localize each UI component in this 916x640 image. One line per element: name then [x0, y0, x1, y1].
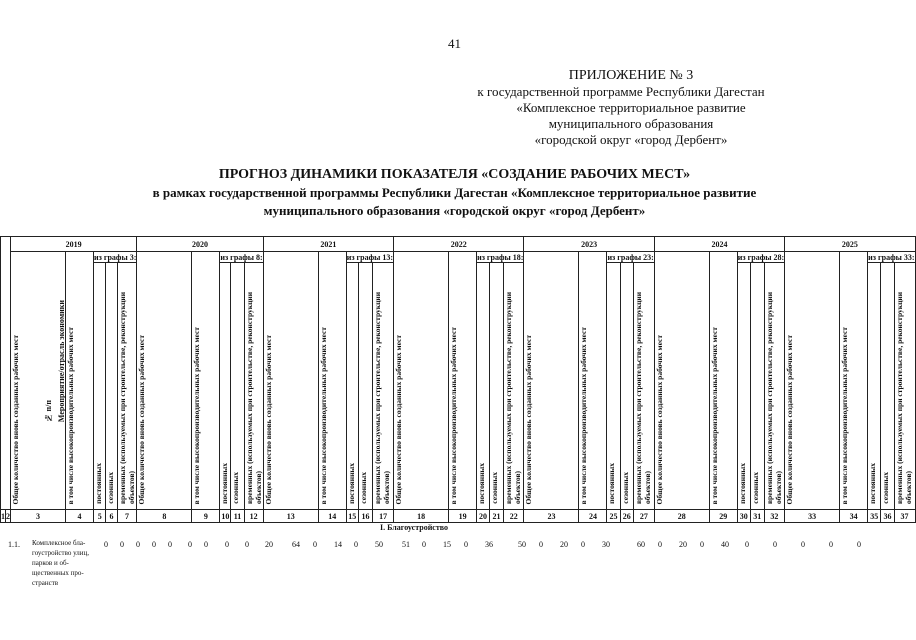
- column-header-text: Общее количество вновь созданных рабочих мест: [524, 334, 534, 504]
- column-number: 26: [620, 510, 633, 523]
- row-number: 1.1.: [8, 540, 20, 549]
- column-number: 23: [524, 510, 579, 523]
- column-header-high: [318, 252, 346, 510]
- section-title: I. Благоустройство: [380, 523, 449, 532]
- row-value: 14: [334, 540, 342, 549]
- column-number: 29: [709, 510, 737, 523]
- year-header: 2024: [654, 237, 784, 252]
- column-header-text: временных (используемых при строительстве, реконструкции объектов): [764, 291, 783, 504]
- column-header-seas: [358, 263, 372, 510]
- iz-grafy-header: из графы 8:: [220, 252, 263, 262]
- column-header-text: Общее количество вновь созданных рабочих мест: [11, 334, 20, 504]
- row-value: 15: [443, 540, 451, 549]
- first-column-header-name: Мероприятие/отрасль экономики: [57, 300, 66, 423]
- column-header-text: временных (используемых при строительстве, реконструкции объектов): [894, 291, 913, 504]
- first-column-header-no: № п/п: [44, 399, 53, 423]
- column-header-perm: [94, 263, 106, 510]
- column-header-text: в том числе высокопроизводительных рабочих мест: [579, 326, 589, 504]
- column-number: 25: [607, 510, 620, 523]
- row-value: 20: [265, 540, 273, 549]
- column-number: 33: [785, 510, 840, 523]
- column-number: 36: [881, 510, 894, 523]
- row-value: 0: [168, 540, 172, 549]
- column-header-seas: [231, 263, 244, 510]
- column-number: 35: [868, 510, 881, 523]
- column-header-text: постоянных: [868, 463, 878, 504]
- column-header-high: [840, 252, 868, 510]
- column-number: 7: [117, 510, 137, 523]
- column-number: 8: [137, 510, 192, 523]
- row-value: 36: [485, 540, 493, 549]
- column-number: 16: [358, 510, 372, 523]
- column-number: 15: [346, 510, 358, 523]
- column-header-perm: [607, 263, 620, 510]
- column-number: 28: [654, 510, 709, 523]
- row-value: 50: [518, 540, 526, 549]
- row-value: 0: [136, 540, 140, 549]
- row-value: 0: [581, 540, 585, 549]
- column-header-perm: [220, 263, 231, 510]
- column-header-total: [524, 252, 579, 510]
- row-value: 0: [245, 540, 249, 549]
- column-header-text: сезонных: [358, 472, 368, 504]
- column-header-text: Общее количество вновь созданных рабочих мест: [394, 334, 404, 504]
- column-header-temp: [503, 263, 523, 510]
- column-number: 11: [231, 510, 244, 523]
- iz-grafy-header: из графы 28:: [737, 252, 785, 262]
- column-header-text: временных (используемых при строительстве, реконструкции объектов): [244, 291, 263, 504]
- appendix-line-4: «городской округ «город Дербент»: [534, 132, 728, 147]
- row-value: 51: [402, 540, 410, 549]
- column-header-seas: [489, 263, 503, 510]
- year-header: 2023: [524, 237, 654, 252]
- column-header-total: [785, 252, 840, 510]
- row-value: 40: [721, 540, 729, 549]
- column-header-text: в том числе высокопроизводительных рабочих мест: [66, 326, 75, 504]
- appendix-title: ПРИЛОЖЕНИЕ № 3: [568, 68, 694, 83]
- column-header-text: постоянных: [737, 463, 747, 504]
- appendix-line-1: к государственной программе Республики Дагестан: [477, 84, 765, 99]
- column-header-text: сезонных: [881, 472, 891, 504]
- column-header-total: [394, 252, 449, 510]
- appendix-line-2: «Комплексное территориальное развитие: [516, 100, 746, 115]
- column-header-text: временных (используемых при строительстве, реконструкции объектов): [503, 291, 522, 504]
- page-number: 41: [448, 36, 461, 51]
- first-header-cell: [1, 237, 11, 510]
- appendix-line-3: муниципального образования: [548, 116, 714, 131]
- row-value: 0: [857, 540, 861, 549]
- year-header: 2025: [785, 237, 915, 252]
- row-value: 0: [464, 540, 468, 549]
- column-number: 12: [244, 510, 263, 523]
- column-header-text: сезонных: [489, 472, 499, 504]
- iz-grafy-header: из графы 13:: [346, 252, 394, 262]
- document-subtitle-2: муниципального образования «городской округ «город Дербент»: [263, 203, 646, 218]
- iz-grafy-header: из графы 3:: [94, 252, 137, 262]
- column-header-text: временных (используемых при строительстве, реконструкции объектов): [373, 291, 392, 504]
- row-value: 0: [745, 540, 749, 549]
- column-header-text: постоянных: [220, 463, 230, 504]
- column-header-text: Общее количество вновь созданных рабочих мест: [263, 334, 273, 504]
- year-header: 2022: [394, 237, 524, 252]
- column-header-text: в том числе высокопроизводительных рабочих мест: [709, 326, 719, 504]
- column-header-text: в том числе высокопроизводительных рабочих мест: [449, 326, 459, 504]
- column-number: 30: [737, 510, 750, 523]
- row-value: 0: [658, 540, 662, 549]
- row-value: 0: [225, 540, 229, 549]
- year-header: 2020: [137, 237, 263, 252]
- appendix-block: [477, 68, 781, 148]
- column-header-temp: [244, 263, 263, 510]
- column-number: 13: [263, 510, 318, 523]
- column-header-total: [263, 252, 318, 510]
- column-header-text: временных (используемых при строительстве, реконструкции объектов): [117, 291, 136, 504]
- column-number: 3: [11, 510, 66, 523]
- row-value: 0: [120, 540, 124, 549]
- column-header-text: сезонных: [620, 472, 630, 504]
- column-header-text: Общее количество вновь созданных рабочих мест: [137, 334, 147, 504]
- column-header-text: в том числе высокопроизводительных рабочих мест: [318, 326, 328, 504]
- column-header-perm: [346, 263, 358, 510]
- row-value: 64: [292, 540, 300, 549]
- row-value: 0: [773, 540, 777, 549]
- row-value: 0: [801, 540, 805, 549]
- row-value: 0: [104, 540, 108, 549]
- row-value: 0: [188, 540, 192, 549]
- column-number: 32: [764, 510, 784, 523]
- column-header-text: сезонных: [106, 472, 116, 504]
- column-number: 4: [66, 510, 94, 523]
- column-header-text: в том числе высокопроизводительных рабочих мест: [192, 326, 202, 504]
- row-value: 0: [700, 540, 704, 549]
- iz-grafy-header: из графы 18:: [477, 252, 524, 262]
- column-header-total: [137, 252, 192, 510]
- row-value: 0: [422, 540, 426, 549]
- first-column-header: [44, 300, 84, 440]
- row-value: 0: [539, 540, 543, 549]
- row-value: 0: [204, 540, 208, 549]
- row-value: 60: [637, 540, 645, 549]
- row-value: 0: [829, 540, 833, 549]
- column-header-text: в том числе высокопроизводительных рабочих мест: [840, 326, 850, 504]
- column-number: 27: [633, 510, 654, 523]
- column-number: 9: [192, 510, 220, 523]
- column-number: 2: [6, 511, 10, 521]
- column-number: 20: [477, 510, 490, 523]
- document-subtitle-1: в рамках государственной программы Республики Дагестан «Комплексное территориальное развитие: [152, 185, 757, 200]
- column-header-temp: [894, 263, 915, 510]
- column-header-text: постоянных: [346, 463, 356, 504]
- column-number: 19: [449, 510, 477, 523]
- column-header-perm: [868, 263, 881, 510]
- column-number: 5: [94, 510, 106, 523]
- column-header-high: [192, 252, 220, 510]
- row-value: 20: [679, 540, 687, 549]
- column-header-text: постоянных: [94, 463, 103, 504]
- column-number: 34: [840, 510, 868, 523]
- column-number: 24: [579, 510, 607, 523]
- forecast-table: [0, 236, 916, 523]
- column-header-total: [654, 252, 709, 510]
- column-number: 31: [750, 510, 764, 523]
- document-title: ПРОГНОЗ ДИНАМИКИ ПОКАЗАТЕЛЯ «СОЗДАНИЕ РАБОЧИХ МЕСТ»: [218, 167, 691, 182]
- column-header-text: Общее количество вновь созданных рабочих мест: [785, 334, 795, 504]
- year-header: 2021: [263, 237, 393, 252]
- column-header-seas: [106, 263, 117, 510]
- column-number: 6: [106, 510, 117, 523]
- row-value: 0: [313, 540, 317, 549]
- column-header-text: сезонных: [750, 472, 760, 504]
- column-number: 10: [221, 511, 230, 521]
- column-header-seas: [881, 263, 894, 510]
- row-value: 30: [602, 540, 610, 549]
- column-header-temp: [117, 263, 137, 510]
- column-header-perm: [737, 263, 750, 510]
- iz-grafy-header: из графы 33:: [868, 252, 915, 262]
- column-header-high: [449, 252, 477, 510]
- column-number: 14: [318, 510, 346, 523]
- column-header-text: постоянных: [607, 463, 617, 504]
- column-header-temp: [373, 263, 394, 510]
- column-number: 21: [489, 510, 503, 523]
- column-header-seas: [750, 263, 764, 510]
- column-header-high: [579, 252, 607, 510]
- column-header-perm: [477, 263, 490, 510]
- row-name: Комплексное бла-гоустройство улиц, парков и об-щественных про-странств: [32, 539, 90, 587]
- column-number: 18: [394, 510, 449, 523]
- row-value: 0: [152, 540, 156, 549]
- column-header-text: сезонных: [231, 472, 241, 504]
- year-header: 2019: [11, 237, 137, 252]
- column-header-text: Общее количество вновь созданных рабочих мест: [654, 334, 664, 504]
- column-number: 1: [1, 511, 5, 521]
- iz-grafy-header: из графы 23:: [607, 252, 654, 262]
- column-number: 17: [373, 510, 394, 523]
- column-header-seas: [620, 263, 633, 510]
- row-value: 20: [560, 540, 568, 549]
- column-header-text: временных (используемых при строительстве, реконструкции объектов): [633, 291, 652, 504]
- column-number: 22: [503, 510, 523, 523]
- row-value: 50: [375, 540, 383, 549]
- column-number: 37: [894, 510, 915, 523]
- column-header-text: постоянных: [477, 463, 487, 504]
- column-header-temp: [633, 263, 654, 510]
- row-value: 0: [354, 540, 358, 549]
- column-header-high: [709, 252, 737, 510]
- column-header-temp: [764, 263, 784, 510]
